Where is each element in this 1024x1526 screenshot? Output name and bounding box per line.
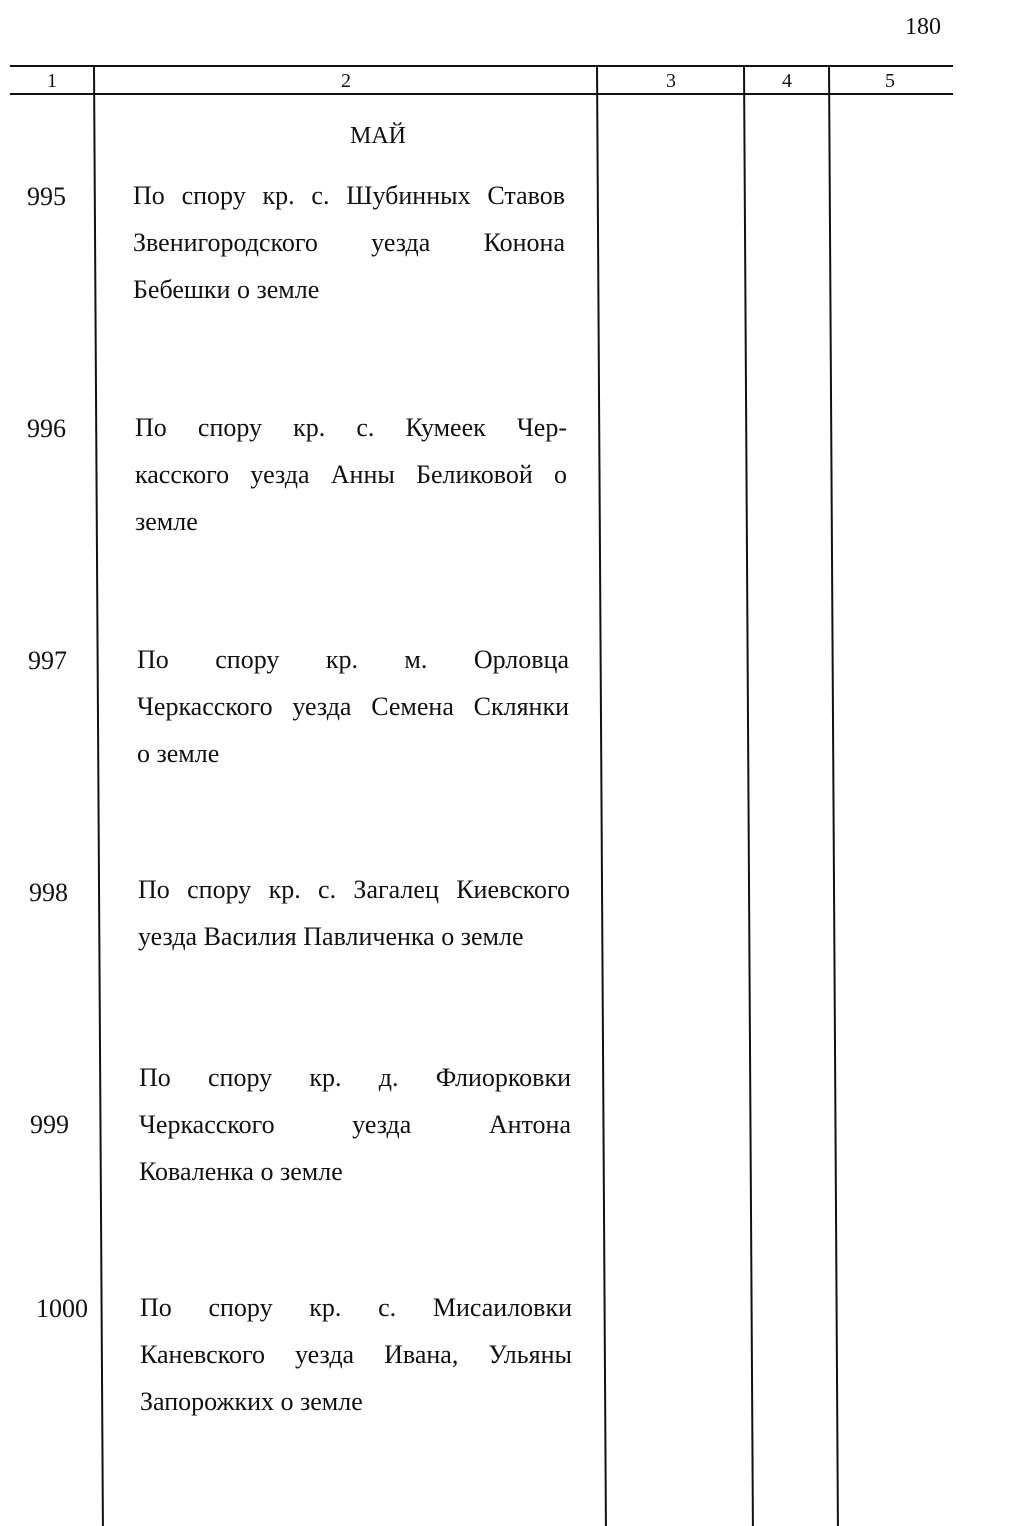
header-bottom-rule: [10, 93, 953, 95]
entry-number: 995: [27, 182, 66, 211]
entry-line: По спору кр. с. Шубинных Ставов: [133, 181, 565, 210]
entry-line: По спору кр. с. Мисаиловки: [140, 1293, 572, 1322]
entry-number: 996: [27, 414, 66, 443]
entry-line: По спору кр. с. Кумеек Чер-: [135, 413, 567, 442]
column-header-1: 1: [47, 70, 57, 92]
entry-number: 997: [28, 646, 67, 675]
entry-description: [135, 404, 567, 545]
entry-line: Звенигородского уезда Конона: [133, 228, 565, 257]
table-top-rule: [10, 65, 953, 67]
column-header-2: 2: [341, 70, 351, 92]
column-divider: [93, 66, 104, 1526]
entry-line: земле: [135, 507, 198, 536]
entry-number: 998: [29, 878, 68, 907]
entry-description: [138, 866, 570, 960]
column-header-5: 5: [885, 70, 895, 92]
entry-line: Черкасского уезда Семена Склянки: [137, 692, 569, 721]
entry-description: [139, 1054, 571, 1195]
page-number: 180: [905, 14, 941, 40]
column-divider: [828, 66, 839, 1526]
column-divider: [743, 66, 754, 1526]
entry-line: уезда Василия Павличенка о земле: [138, 922, 524, 951]
entry-line: По спору кр. д. Флиорковки: [139, 1063, 571, 1092]
column-header-3: 3: [666, 70, 676, 92]
entry-line: По спору кр. с. Загалец Киевского: [138, 875, 570, 904]
entry-line: касского уезда Анны Беликовой о: [135, 460, 567, 489]
entry-line: Черкасского уезда Антона: [139, 1110, 571, 1139]
entry-description: [133, 172, 565, 313]
entry-number: 1000: [36, 1294, 88, 1323]
entry-line: По спору кр. м. Орловца: [137, 645, 569, 674]
entry-number: 999: [30, 1110, 69, 1139]
entry-line: Каневского уезда Ивана, Ульяны: [140, 1340, 572, 1369]
column-header-4: 4: [782, 70, 792, 92]
entry-description: [137, 636, 569, 777]
entry-line: о земле: [137, 739, 220, 768]
column-divider: [596, 66, 607, 1526]
entry-line: Коваленка о земле: [139, 1157, 343, 1186]
entry-line: Бебешки о земле: [133, 275, 320, 304]
entry-line: Запорожких о земле: [140, 1387, 363, 1416]
entry-description: [140, 1284, 572, 1425]
section-title: МАЙ: [350, 123, 407, 149]
